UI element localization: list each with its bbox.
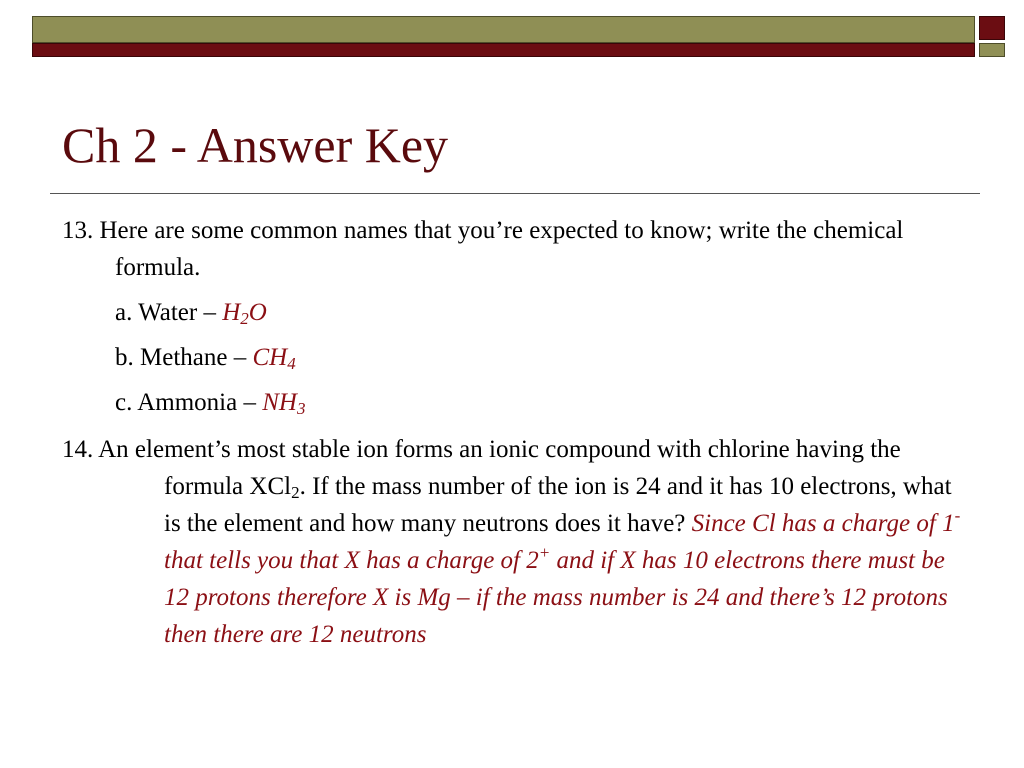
question-14-number: 14. bbox=[62, 436, 94, 463]
answer-item-a bbox=[115, 294, 962, 331]
charge-superscript-minus: - bbox=[954, 506, 961, 525]
answer-part-3: and if X has 10 electrons there must be 12 protons therefore X is Mg – if the mass number is 24 and there’s 12 protons then there are 12 neutrons bbox=[164, 547, 948, 648]
question-14 bbox=[62, 431, 962, 653]
item-b-formula-main: CH bbox=[252, 344, 288, 371]
header-bar-maroon bbox=[32, 43, 975, 57]
item-c-formula-main: NH bbox=[262, 389, 297, 416]
question-13 bbox=[62, 212, 962, 286]
item-c-formula-sub: 3 bbox=[296, 399, 306, 418]
charge-superscript-plus: + bbox=[538, 543, 551, 562]
item-a-label: a. Water – bbox=[115, 299, 223, 326]
question-14-prompt-1: An element’s most stable ion forms an ionic compound with chlorine having the formula XCl bbox=[98, 436, 901, 500]
question-14-prompt-2: . If the mass number of the ion is 24 and it has 10 electrons, what is the element and how many neutrons does it have? bbox=[164, 473, 952, 537]
formula-subscript: 2 bbox=[291, 483, 300, 502]
item-c-label: c. Ammonia – bbox=[115, 389, 263, 416]
item-a-formula-sub: 2 bbox=[240, 309, 249, 328]
answer-part-2: that tells you that X has a charge of 2 bbox=[164, 547, 539, 574]
header-bar-olive bbox=[32, 16, 975, 43]
item-a-formula-tail: O bbox=[248, 299, 267, 326]
item-b-formula-sub: 4 bbox=[287, 354, 296, 373]
title-divider bbox=[50, 193, 980, 194]
answer-item-b bbox=[115, 339, 962, 376]
item-b-answer bbox=[252, 344, 295, 371]
item-b-label: b. Methane – bbox=[115, 344, 253, 371]
item-a-formula-main: H bbox=[222, 299, 241, 326]
item-a-answer bbox=[222, 299, 267, 326]
slide-body bbox=[62, 212, 962, 653]
answer-part-1: Since Cl has a charge of 1 bbox=[691, 510, 955, 537]
item-c-answer bbox=[262, 389, 305, 416]
question-13-number: 13. bbox=[62, 217, 94, 244]
question-13-prompt: Here are some common names that you’re expected to know; write the chemical formula. bbox=[99, 217, 904, 281]
header-square-maroon bbox=[979, 16, 1005, 40]
header-square-olive bbox=[979, 43, 1005, 57]
answer-item-c bbox=[115, 384, 962, 421]
slide-title: Ch 2 - Answer Key bbox=[62, 117, 449, 173]
